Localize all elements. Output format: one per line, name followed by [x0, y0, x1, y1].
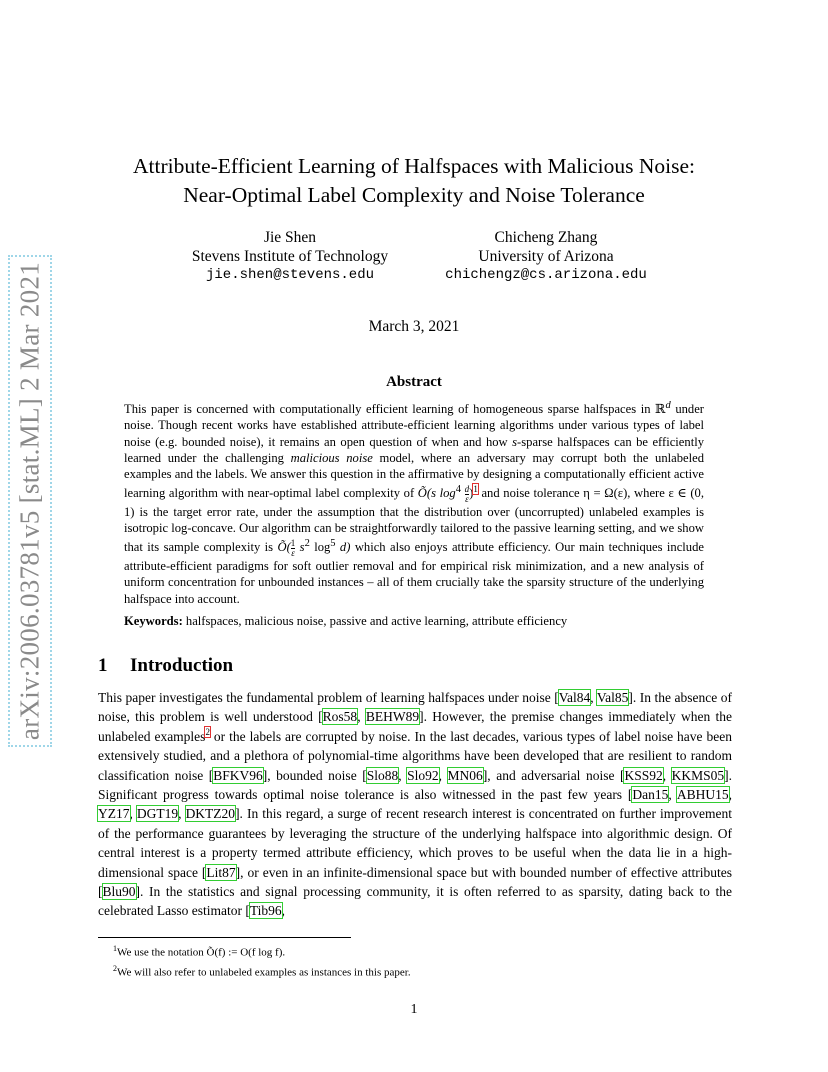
body-text: ]. Significant progress towards optimal noise tolerance is also witnessed in the past few years [ [98, 767, 733, 803]
abstract-text: This paper is concerned with computationally efficient learning of homogeneous sparse halfspaces in [124, 402, 656, 417]
body-text: , [281, 903, 285, 919]
citation-link[interactable]: DKTZ20 [185, 806, 236, 822]
math-expression: Õ(s log [417, 486, 456, 501]
fraction-numerator: 1 [290, 538, 296, 549]
body-text: ]. In the absence of noise, this problem is well understood [ [98, 690, 732, 725]
footnote-1 [113, 941, 733, 961]
math-close-paren: ) [469, 486, 474, 501]
citation-link[interactable]: Blu90 [102, 884, 136, 900]
footnote-mark: 1 [113, 944, 117, 953]
section-heading [98, 655, 233, 677]
keywords [124, 613, 704, 629]
math-expression: Õ( [277, 540, 291, 555]
body-text: , [398, 767, 408, 783]
footnotes [113, 941, 733, 980]
math-variable: s [295, 540, 305, 555]
author-block-1 [170, 228, 410, 285]
title-line-1: Attribute-Efficient Learning of Halfspaces with Malicious Noise: [132, 154, 696, 178]
math-superscript: d [665, 400, 671, 411]
author-affiliation: Stevens Institute of Technology [191, 248, 389, 265]
intro-body [98, 688, 732, 921]
fraction-denominator: ε [291, 548, 295, 559]
footnote-ref-1[interactable]: 1 [473, 484, 478, 495]
citation-link[interactable]: KSS92 [624, 767, 663, 783]
math-superscript: 4 [455, 484, 461, 496]
abstract-text: -sparse halfspaces can be efficiently learned under the challenging [124, 434, 704, 465]
author-email[interactable]: chichengz@cs.arizona.edu [445, 267, 647, 283]
math-log: log [309, 540, 331, 555]
citation-link[interactable]: Lit87 [206, 864, 236, 880]
citation-link[interactable]: Val84 [558, 690, 591, 705]
abstract-text: under noise. Though recent works have established attribute-efficient learning algorithms under various types of label noise (e.g. bounded noise), it remains an open question of when and how [124, 402, 704, 449]
author-block-2 [430, 228, 662, 285]
author-name: Jie Shen [263, 229, 317, 246]
abstract-body [124, 398, 704, 607]
abstract-paragraph [124, 398, 704, 607]
body-text: or the labels are corrupted by noise. In the last decades, various types of label noise have been extensively studied, and a plethora of polynomial-time algorithms have been developed that are resilient to random classification noise [ [98, 728, 732, 783]
body-text: ], and adversarial noise [ [482, 767, 625, 783]
abstract-heading: Abstract [386, 374, 442, 390]
math-real: ℝ [655, 402, 666, 417]
keywords-label: Keywords: [124, 614, 183, 628]
body-text: , [357, 709, 366, 725]
abstract-text: and noise tolerance η = Ω(ε), where ε ∈ (0, 1) is the target error rate, under the assumption that the distribution over (uncorrupted) unlabeled examples is isotropic log-concave. Our algorithm can be straightforwardly tailored to the passive learning setting, and we show that its sample complexity is [124, 486, 704, 555]
author-affiliation: University of Arizona [478, 248, 614, 265]
footnote-2 [113, 961, 733, 981]
citation-link[interactable]: DGT19 [136, 806, 179, 822]
footnote-text: We use the notation Õ(f) := O(f log f). [117, 946, 286, 959]
citation-link[interactable]: Slo92 [407, 767, 439, 783]
keywords-text: halfspaces, malicious noise, passive and active learning, attribute efficiency [185, 614, 568, 628]
citation-link[interactable]: ABHU15 [676, 787, 729, 803]
math-variable: s [512, 434, 518, 449]
body-text: ], bounded noise [ [262, 767, 367, 783]
section-number: 1 [98, 655, 108, 676]
citation-link[interactable]: Ros58 [322, 709, 358, 725]
author-name: Chicheng Zhang [494, 229, 598, 246]
math-superscript: 2 [304, 538, 310, 550]
body-text: , [662, 767, 672, 783]
page-number: 1 [410, 1002, 418, 1017]
author-email[interactable]: jie.shen@stevens.edu [205, 267, 375, 283]
body-text: , [728, 787, 732, 803]
fraction-numerator: d [464, 484, 470, 494]
citation-link[interactable]: YZ17 [98, 806, 130, 822]
body-text: , [178, 806, 186, 822]
emphasis-text: malicious noise [290, 450, 373, 465]
citation-link[interactable]: BFKV96 [213, 767, 263, 783]
arxiv-identifier: arXiv:2006.03781v5 [stat.ML] 2 Mar 2021 [14, 261, 45, 741]
body-text: , [438, 767, 448, 783]
footnote-divider [98, 937, 351, 938]
body-text: ]. In this regard, a surge of recent research interest is concentrated on further improvement of the performance guarantees by leveraging the structure of the underlying halfspace into algorithmic design. Of central interest is a property termed attribute efficiency, which proves to be useful when the data lie in a high-dimensional space [ [98, 806, 732, 880]
citation-link[interactable]: KKMS05 [671, 767, 725, 783]
math-variable: d) [335, 540, 351, 555]
footnote-text: We will also refer to unlabeled examples as instances in this paper. [117, 966, 411, 979]
citation-link[interactable]: MN06 [447, 767, 483, 783]
title-line-2: Near-Optimal Label Complexity and Noise Tolerance [183, 183, 645, 207]
body-text: , [668, 787, 677, 803]
intro-paragraph [98, 688, 732, 921]
citation-link[interactable]: Val85 [596, 690, 629, 705]
citation-link[interactable]: Dan15 [632, 787, 669, 803]
paper-title [60, 152, 768, 210]
citation-link[interactable]: BEHW89 [365, 709, 420, 725]
footnote-mark: 2 [113, 963, 117, 973]
abstract-text: which also enjoys attribute efficiency. Our main techniques include attribute-efficient paradigms for soft outlier removal and for empirical risk minimization, and a new analysis of uniform concentration for unbounded instances – all of them crucially take the sparsity structure of the underlying halfspace into account. [124, 540, 704, 606]
body-text: ]. In the statistics and signal processing community, it is often referred to as sparsity, dating back to the celebrated Lasso estimator [ [98, 884, 732, 919]
footnote-ref-2[interactable]: 2 [205, 727, 210, 738]
body-text: ], or even in an infinite-dimensional space but with bounded number of effective attributes [ [98, 864, 732, 900]
paper-date: March 3, 2021 [368, 318, 460, 335]
body-text: , [129, 806, 137, 822]
body-text: ]. However, the premise changes immediately when the unlabeled examples [98, 709, 733, 744]
body-text: This paper investigates the fundamental problem of learning halfspaces under noise [ [98, 690, 559, 705]
body-text: , [590, 690, 597, 705]
abstract-text: model, where an adversary may corrupt both the unlabeled examples and the labels. We answer this question in the affirmative by designing a computationally efficient active learning algorithm with near-optimal label complexity of [124, 450, 704, 501]
citation-link[interactable]: Slo88 [366, 767, 399, 783]
citation-link[interactable]: Tib96 [249, 903, 282, 919]
math-superscript: 5 [330, 538, 336, 550]
section-title: Introduction [130, 655, 234, 676]
fraction-denominator: ε [465, 494, 469, 504]
